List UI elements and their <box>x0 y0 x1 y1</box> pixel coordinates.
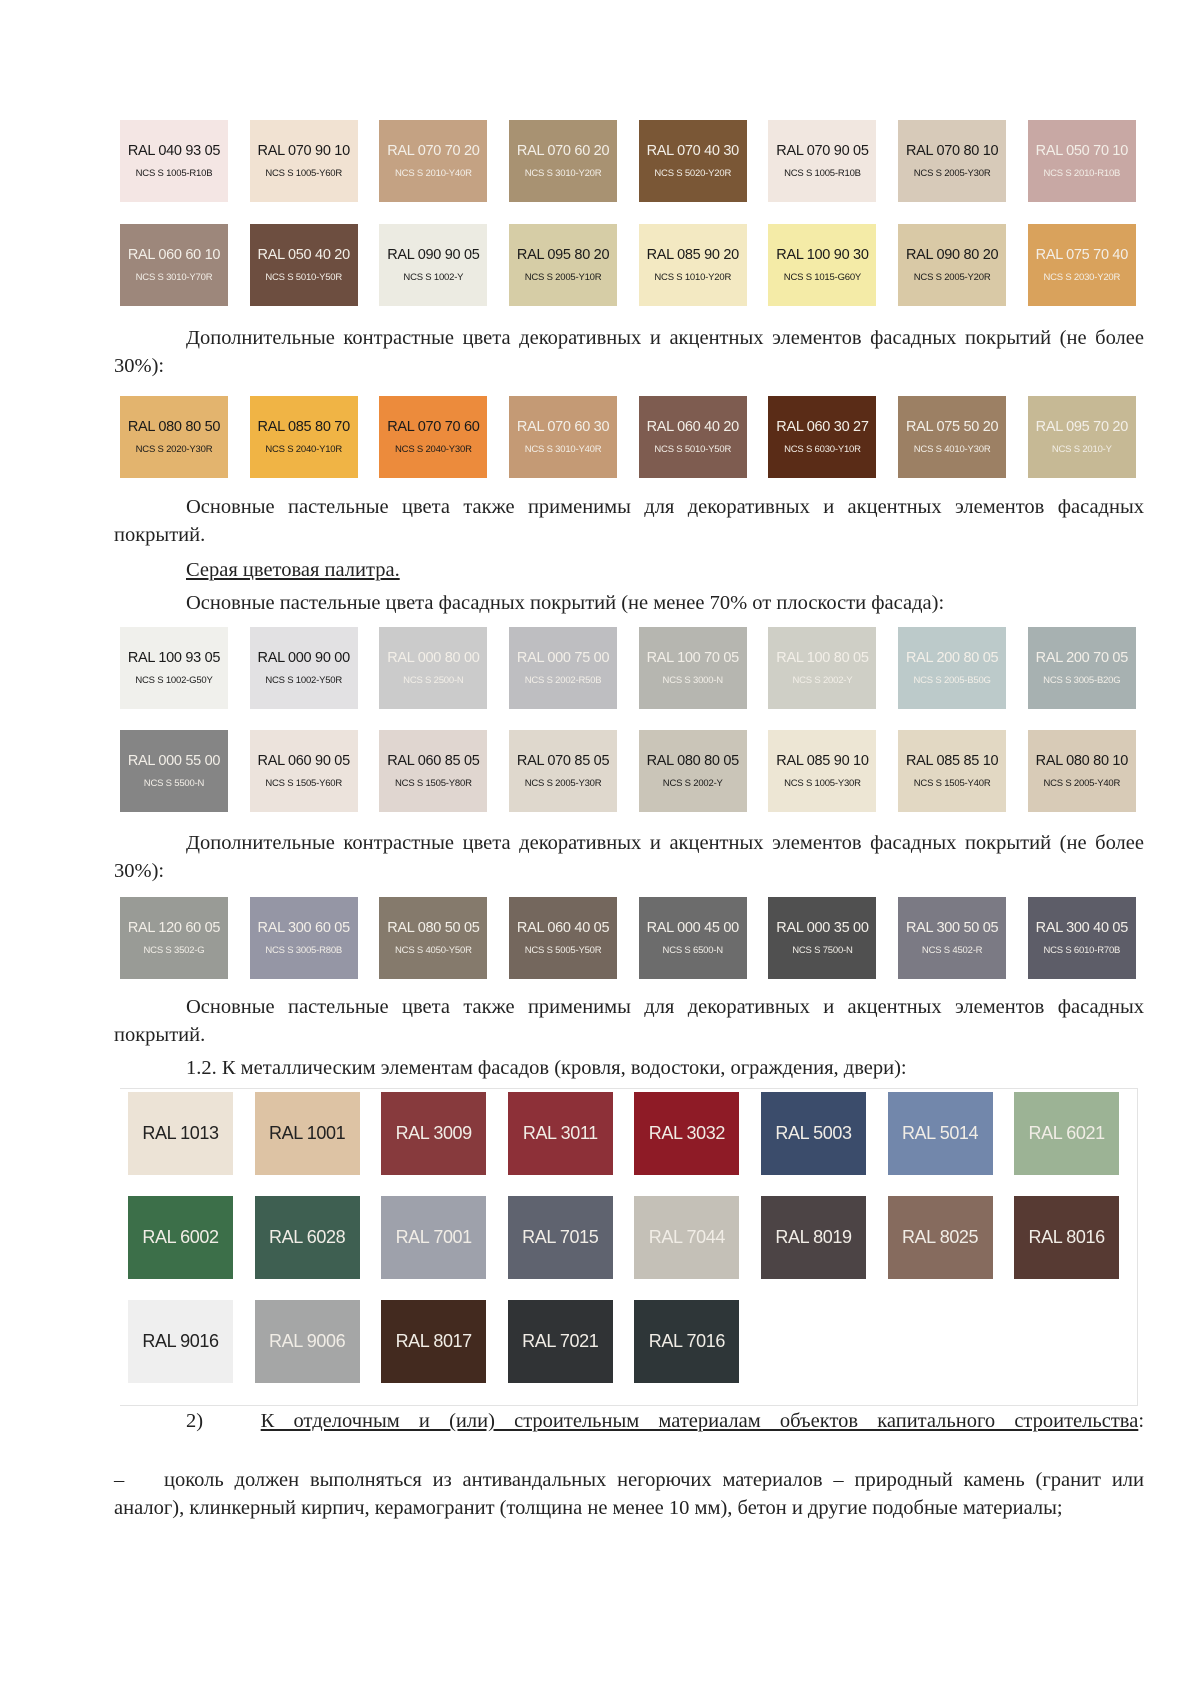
ral-code: RAL 6021 <box>1028 1123 1105 1143</box>
ncs-code: NCS S 6030-Y10R <box>784 444 861 455</box>
ral-code: RAL 070 60 30 <box>516 419 610 435</box>
ncs-code: NCS S 1505-Y80R <box>395 778 472 789</box>
ral-code: RAL 7016 <box>648 1331 725 1351</box>
ral-code: RAL 7001 <box>395 1227 472 1247</box>
ncs-code: NCS S 2005-Y30R <box>524 778 602 789</box>
color-swatch <box>120 120 228 202</box>
ral-code: RAL 100 90 30 <box>776 247 869 263</box>
ncs-code: NCS S 2002-R50B <box>524 675 602 686</box>
ral-code: RAL 095 70 20 <box>1035 419 1128 435</box>
color-swatch <box>639 897 747 979</box>
ral-code: RAL 200 80 05 <box>905 650 999 666</box>
metal-palette <box>128 1092 1119 1383</box>
ncs-code: NCS S 2005-Y40R <box>1043 778 1121 789</box>
color-swatch <box>509 897 617 979</box>
ncs-code: NCS S 2010-Y40R <box>395 168 472 179</box>
ncs-code: NCS S 1015-G60Y <box>783 272 862 283</box>
ral-code: RAL 080 80 10 <box>1035 753 1128 769</box>
color-swatch <box>639 627 747 709</box>
ral-code: RAL 8017 <box>395 1331 472 1351</box>
ral-code: RAL 3011 <box>522 1123 598 1143</box>
ncs-code: NCS S 5020-Y20R <box>654 168 732 179</box>
metal-color-swatch <box>381 1092 486 1175</box>
ral-code: RAL 070 85 05 <box>516 753 610 769</box>
ral-code: RAL 120 60 05 <box>127 920 221 936</box>
ral-code: RAL 080 80 05 <box>646 753 739 769</box>
metal-heading: 1.2. К металлическим элементам фасадов (кровля, водостоки, ограждения, двери): <box>186 1057 907 1079</box>
color-swatch <box>1028 120 1136 202</box>
color-swatch <box>509 627 617 709</box>
ncs-code: NCS S 5010-Y50R <box>265 272 343 283</box>
grey-main-caption: Основные пастельные цвета фасадных покрытий (не менее 70% от плоскости фасада): <box>186 592 945 614</box>
color-swatch <box>120 730 228 812</box>
ncs-code: NCS S 2002-Y <box>662 778 723 789</box>
color-swatch <box>639 224 747 306</box>
color-swatch <box>120 396 228 478</box>
ral-code: RAL 070 90 05 <box>776 143 869 159</box>
ral-code: RAL 5003 <box>775 1123 852 1143</box>
ral-code: RAL 090 80 20 <box>905 247 999 263</box>
grey-heading: Серая цветовая палитра. <box>186 559 400 581</box>
ral-code: RAL 200 70 05 <box>1035 650 1128 666</box>
color-swatch <box>768 627 876 709</box>
color-swatch <box>250 627 358 709</box>
ncs-code: NCS S 1002-Y50R <box>265 675 343 686</box>
grey-main-palette <box>120 627 1138 812</box>
metal-color-swatch <box>255 1196 360 1279</box>
color-swatch <box>379 396 487 478</box>
ncs-code: NCS S 3010-Y20R <box>524 168 602 179</box>
grey-extra-palette <box>120 897 1138 979</box>
ral-code: RAL 090 90 05 <box>387 247 480 263</box>
ncs-code: NCS S 3010-Y70R <box>135 272 213 283</box>
ral-code: RAL 070 90 10 <box>257 143 350 159</box>
ral-code: RAL 000 75 00 <box>516 650 610 666</box>
metal-color-swatch <box>761 1092 866 1175</box>
ral-code: RAL 6028 <box>268 1227 346 1247</box>
metal-color-swatch <box>634 1196 739 1279</box>
color-swatch <box>509 120 617 202</box>
ncs-code: NCS S 3005-B20G <box>1043 675 1121 686</box>
ral-code: RAL 060 90 05 <box>257 753 350 769</box>
ncs-code: NCS S 2005-Y30R <box>913 168 991 179</box>
color-swatch <box>250 224 358 306</box>
color-swatch <box>639 396 747 478</box>
color-swatch <box>639 120 747 202</box>
ral-code: RAL 100 93 05 <box>127 650 221 666</box>
ral-code: RAL 060 30 27 <box>776 419 869 435</box>
ncs-code: NCS S 1005-R10B <box>784 168 861 179</box>
ncs-code: NCS S 1002-Y <box>403 272 464 283</box>
ncs-code: NCS S 3005-R80B <box>265 945 343 956</box>
ncs-code: NCS S 2010-R10B <box>1043 168 1121 179</box>
metal-color-swatch <box>1014 1092 1119 1175</box>
color-swatch <box>250 730 358 812</box>
ncs-code: NCS S 6500-N <box>662 945 723 956</box>
metal-color-swatch <box>888 1092 993 1175</box>
color-swatch <box>379 627 487 709</box>
color-swatch <box>898 627 1006 709</box>
metal-color-swatch <box>1014 1196 1119 1279</box>
metal-color-swatch <box>128 1300 233 1383</box>
ral-code: RAL 7021 <box>522 1331 599 1351</box>
ncs-code: NCS S 2005-Y20R <box>913 272 991 283</box>
color-swatch <box>639 730 747 812</box>
metal-color-swatch <box>634 1300 739 1383</box>
ral-code: RAL 100 80 05 <box>776 650 869 666</box>
ral-code: RAL 075 50 20 <box>905 419 999 435</box>
ral-code: RAL 060 40 05 <box>516 920 610 936</box>
color-swatch <box>379 897 487 979</box>
ral-code: RAL 7015 <box>522 1227 599 1247</box>
color-swatch <box>898 396 1006 478</box>
metal-color-swatch <box>255 1300 360 1383</box>
ral-code: RAL 050 40 20 <box>257 247 350 263</box>
ral-code: RAL 070 40 30 <box>646 143 739 159</box>
warm-extra-palette <box>120 396 1138 478</box>
ncs-code: NCS S 7500-N <box>792 945 853 956</box>
metal-color-swatch <box>381 1196 486 1279</box>
item-2-heading: 2) К отделочным и (или) строительным материалам объектов капитального строительства: <box>186 1410 1145 1432</box>
metal-color-swatch <box>888 1196 993 1279</box>
ral-code: RAL 000 80 00 <box>387 650 480 666</box>
ral-code: RAL 100 70 05 <box>646 650 739 666</box>
color-swatch <box>509 730 617 812</box>
ral-code: RAL 060 85 05 <box>387 753 480 769</box>
ral-code: RAL 300 40 05 <box>1035 920 1128 936</box>
ral-code: RAL 070 80 10 <box>905 143 999 159</box>
ral-code: RAL 8016 <box>1028 1227 1105 1247</box>
ncs-code: NCS S 2005-Y10R <box>524 272 602 283</box>
color-swatch <box>898 120 1006 202</box>
color-swatch <box>250 897 358 979</box>
ral-code: RAL 000 35 00 <box>776 920 869 936</box>
ral-code: RAL 6002 <box>142 1227 219 1247</box>
ncs-code: NCS S 3000-N <box>662 675 723 686</box>
ral-code: RAL 300 60 05 <box>257 920 350 936</box>
ncs-code: NCS S 5010-Y50R <box>654 444 732 455</box>
ral-code: RAL 3032 <box>648 1123 725 1143</box>
ral-code: RAL 060 40 20 <box>646 419 739 435</box>
ral-code: RAL 080 50 05 <box>387 920 480 936</box>
color-swatch <box>1028 627 1136 709</box>
warm-extra-caption: Дополнительные контрастные цвета декоративных и акцентных элементов фасадных покрытий (не более 30%): <box>114 327 1144 377</box>
ncs-code: NCS S 2005-B50G <box>913 675 991 686</box>
ncs-code: NCS S 1005-Y30R <box>784 778 861 789</box>
color-swatch <box>120 224 228 306</box>
ral-code: RAL 070 70 60 <box>387 419 480 435</box>
ncs-code: NCS S 1005-R10B <box>135 168 213 179</box>
ral-code: RAL 8019 <box>775 1227 852 1247</box>
ncs-code: NCS S 1505-Y60R <box>265 778 343 789</box>
ncs-code: NCS S 2020-Y30R <box>135 444 213 455</box>
ncs-code: NCS S 2040-Y30R <box>395 444 472 455</box>
ncs-code: NCS S 4502-R <box>921 945 983 956</box>
ral-code: RAL 085 90 10 <box>776 753 869 769</box>
color-swatch <box>768 120 876 202</box>
ncs-code: NCS S 1002-G50Y <box>135 675 213 686</box>
ral-code: RAL 000 45 00 <box>646 920 739 936</box>
ral-code: RAL 085 80 70 <box>257 419 350 435</box>
ral-code: RAL 085 90 20 <box>646 247 739 263</box>
ral-code: RAL 075 70 40 <box>1035 247 1128 263</box>
ncs-code: NCS S 6010-R70B <box>1043 945 1121 956</box>
color-swatch <box>898 730 1006 812</box>
metal-color-swatch <box>761 1196 866 1279</box>
ncs-code: NCS S 2030-Y20R <box>1043 272 1121 283</box>
color-swatch <box>768 897 876 979</box>
ncs-code: NCS S 2040-Y10R <box>265 444 343 455</box>
ncs-code: NCS S 2002-Y <box>792 675 853 686</box>
color-swatch <box>379 730 487 812</box>
ral-code: RAL 085 85 10 <box>905 753 999 769</box>
color-swatch <box>1028 897 1136 979</box>
ral-code: RAL 5014 <box>901 1123 979 1143</box>
ral-code: RAL 9006 <box>268 1331 346 1351</box>
grey-extra-caption: Дополнительные контрастные цвета декоративных и акцентных элементов фасадных покрытий (не более 30%): <box>114 832 1144 882</box>
color-swatch <box>250 396 358 478</box>
metal-color-swatch <box>508 1092 613 1175</box>
color-swatch <box>120 627 228 709</box>
metal-color-swatch <box>128 1196 233 1279</box>
ral-code: RAL 060 60 10 <box>127 247 221 263</box>
ncs-code: NCS S 3502-G <box>143 945 205 956</box>
warm-note: Основные пастельные цвета также применимы для декоративных и акцентных элементов фасадных покрытий. <box>114 496 1144 546</box>
metal-color-swatch <box>128 1092 233 1175</box>
ral-code: RAL 050 70 10 <box>1035 143 1128 159</box>
color-swatch <box>509 224 617 306</box>
color-swatch <box>1028 396 1136 478</box>
ncs-code: NCS S 5005-Y50R <box>524 945 602 956</box>
metal-color-swatch <box>634 1092 739 1175</box>
ncs-code: NCS S 1010-Y20R <box>654 272 732 283</box>
ral-code: RAL 040 93 05 <box>127 143 221 159</box>
ncs-code: NCS S 4050-Y50R <box>395 945 472 956</box>
ral-code: RAL 095 80 20 <box>516 247 610 263</box>
plinth-requirement: – цоколь должен выполняться из антивандальных негорючих материалов – природный камень (гранит или аналог), клинкерный кирпич, керамогранит (толщина не менее 10 мм), бетон и другие подобные материалы; <box>114 1469 1144 1519</box>
ncs-code: NCS S 2010-Y <box>1051 444 1112 455</box>
ncs-code: NCS S 5500-N <box>143 778 205 789</box>
metal-color-swatch <box>255 1092 360 1175</box>
ral-code: RAL 000 55 00 <box>127 753 221 769</box>
ral-code: RAL 300 50 05 <box>905 920 999 936</box>
metal-color-swatch <box>508 1196 613 1279</box>
color-swatch <box>379 120 487 202</box>
ncs-code: NCS S 3010-Y40R <box>524 444 602 455</box>
color-swatch <box>768 396 876 478</box>
metal-color-swatch <box>508 1300 613 1383</box>
color-swatch <box>768 730 876 812</box>
color-swatch <box>120 897 228 979</box>
ncs-code: NCS S 1505-Y40R <box>913 778 991 789</box>
ncs-code: NCS S 1005-Y60R <box>265 168 343 179</box>
ral-code: RAL 1013 <box>142 1123 219 1143</box>
color-swatch <box>250 120 358 202</box>
color-swatch <box>1028 224 1136 306</box>
ral-code: RAL 080 80 50 <box>127 419 221 435</box>
color-swatch <box>509 396 617 478</box>
ral-code: RAL 3009 <box>395 1123 472 1143</box>
metal-color-swatch <box>381 1300 486 1383</box>
ral-code: RAL 1001 <box>268 1123 346 1143</box>
ral-code: RAL 000 90 00 <box>257 650 350 666</box>
color-swatch <box>768 224 876 306</box>
ncs-code: NCS S 4010-Y30R <box>913 444 991 455</box>
ral-code: RAL 8025 <box>901 1227 979 1247</box>
grey-note: Основные пастельные цвета также применимы для декоративных и акцентных элементов фасадных покрытий. <box>114 996 1144 1046</box>
color-swatch <box>379 224 487 306</box>
ral-code: RAL 070 70 20 <box>387 143 480 159</box>
color-swatch <box>898 897 1006 979</box>
ncs-code: NCS S 2500-N <box>403 675 464 686</box>
color-swatch <box>1028 730 1136 812</box>
warm-main-palette <box>120 120 1138 306</box>
ral-code: RAL 070 60 20 <box>516 143 610 159</box>
ral-code: RAL 7044 <box>648 1227 725 1247</box>
ral-code: RAL 9016 <box>142 1331 219 1351</box>
color-swatch <box>898 224 1006 306</box>
